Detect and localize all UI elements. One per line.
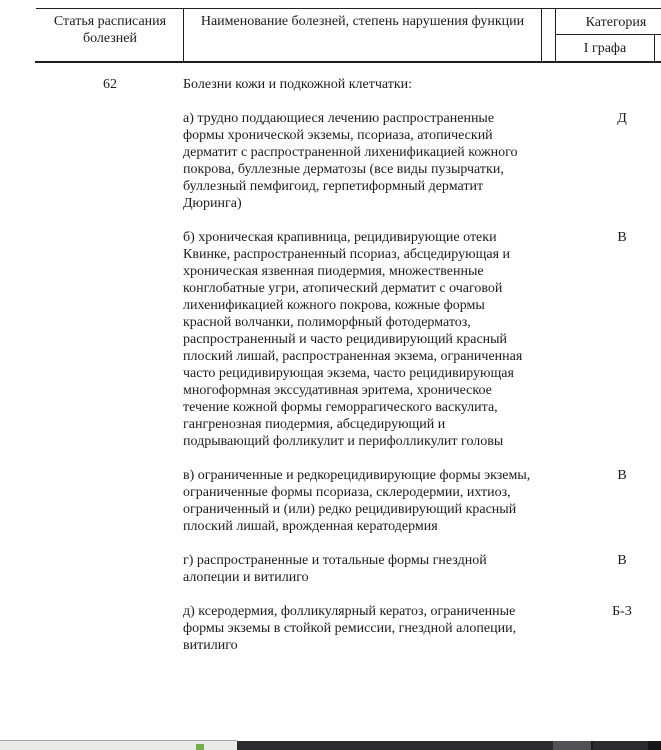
table-row-item-a	[37, 110, 661, 212]
disease-group-title: Болезни кожи и подкожной клетчатки:	[183, 77, 413, 92]
category-value: В	[617, 553, 627, 568]
item-text: а) трудно поддающиеся лечению распространенные формы хронической экземы, псориаза, атопический дерматит с распространенной лихенификацией кожного покрова, буллезные дерматозы (все виды пузырчатки, буллезный пемфигоид, герпетиформный дерматит Дюринга)	[183, 111, 518, 211]
header-article-column: Статья расписания болезней	[53, 14, 167, 46]
table-row-item-d	[37, 603, 661, 654]
table-body	[37, 76, 661, 671]
category-value: В	[617, 468, 627, 483]
category-value: В	[617, 230, 627, 245]
category-value: Д	[617, 111, 627, 126]
table-row-item-b	[37, 229, 661, 450]
green-dot-icon[interactable]	[196, 744, 204, 750]
taskbar-dark-segment[interactable]	[237, 741, 661, 750]
item-text: д) ксеродермия, фолликулярный кератоз, ограниченные формы экземы в стойкой ремиссии, гнездной алопеции, витилиго	[183, 604, 517, 653]
table-header-bottom-border	[35, 61, 661, 63]
header-category-column: Категория	[585, 15, 647, 30]
taskbar-divider	[591, 741, 593, 750]
category-value: Б-3	[612, 604, 632, 619]
header-name-column: Наименование болезней, степень нарушения функции	[200, 14, 525, 29]
taskbar-right-segment[interactable]	[648, 741, 661, 750]
item-text: г) распространенные и тотальные формы гнездной алопеции и витилиго	[183, 553, 487, 585]
item-text: б) хроническая крапивница, рецидивирующие отеки Квинке, распространенный псориаз, абсцедирующая и хроническая язвенная пиодермия, множественные конглобатные угри, атопический дерматит с очаговой лихенификацией кожного покрова, кожные формы красной волчанки, полиморфный фотодерматоз, распространенный и часто рецидивирующий красный плоский лишай, распространенная экзема, ограниченная часто рецидивирующая экзема, часто рецидивирующая многоформная экссудативная эритема, хроническое течение кожной формы геморрагического васкулита, гангренозная пиодермия, абсцедирующий и подрывающий фолликулит и перифолликулит головы	[183, 230, 523, 449]
table-row-item-g	[37, 552, 661, 586]
table-top-border	[36, 8, 661, 9]
article-number: 62	[103, 77, 117, 92]
grafa-column-divider	[654, 34, 655, 61]
table-row-item-v	[37, 467, 661, 535]
taskbar-active-item[interactable]	[553, 741, 591, 750]
header-grafa-1-column: I графа	[583, 41, 627, 56]
header-divider-name-right	[541, 8, 542, 62]
category-subheader-divider	[555, 34, 661, 35]
table-row-intro	[37, 76, 661, 93]
item-text: в) ограниченные и редкорецидивирующие формы экземы, ограниченные формы псориаза, склеродермии, ихтиоз, ограниченный и (или) редко рецидивирующий красный плоский лишай, врожденная кератодермия	[183, 468, 531, 534]
